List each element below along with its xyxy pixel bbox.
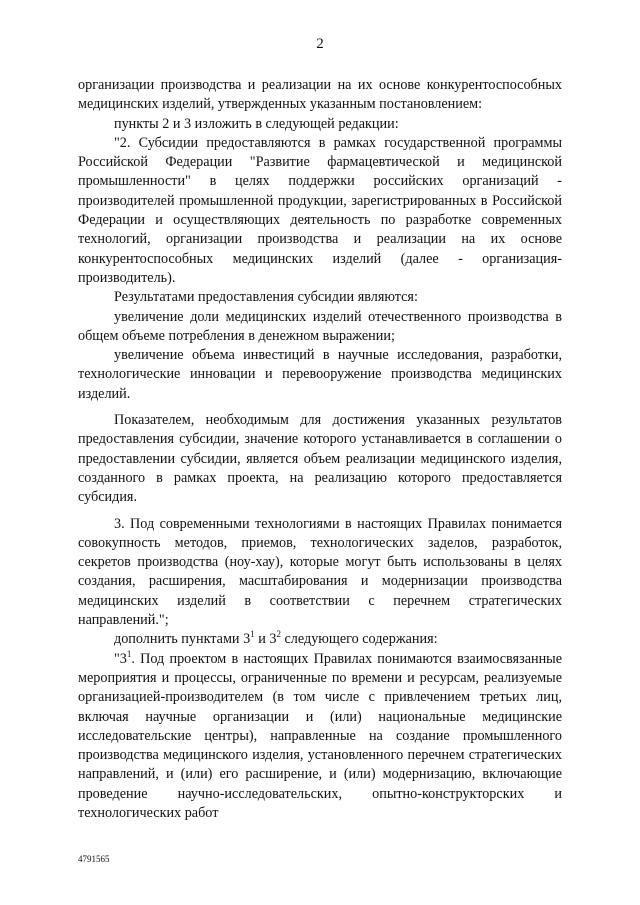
paragraph-items-2-3: пункты 2 и 3 изложить в следующей редакции: — [114, 115, 399, 132]
supplement-middle: и 3 — [254, 631, 277, 648]
supplement-suffix: следующего содержания: — [280, 631, 438, 648]
paragraph-intro: организации производства и реализации на их основе конкурентоспособных медицинских изделий, утвержденных указанным постановлением: — [78, 77, 562, 113]
paragraph-point-3-1 — [78, 650, 562, 824]
document-code: 4791565 — [78, 854, 110, 864]
paragraph-point-2: "2. Субсидии предоставляются в рамках государственной программы Российской Федерации "Развитие фармацевтической и медицинской промышленности" в целях поддержки российских организаций - производителей промышленной продукции, зарегистрированных в Российской Федерации и осуществляющих деятельность по разработке современных технологий, организации производства и реализации на их основе конкурентоспособных медицинских изделий (далее - организация-производитель). — [78, 134, 562, 286]
point31-prefix: "3 — [114, 650, 127, 667]
document-body — [78, 76, 562, 823]
paragraph-indicator: Показателем, необходимым для достижения указанных результатов предоставления субсидии, значение которого устанавливается в соглашении о предоставлении субсидии, является объем реализации медицинского изделия, созданного в рамках проекта, на реализацию которого предоставляется субсидия. — [78, 412, 562, 506]
page-number: 2 — [316, 36, 324, 52]
paragraph-results-heading: Результатами предоставления субсидии являются: — [114, 289, 418, 306]
paragraph-result-investment: увеличение объема инвестиций в научные исследования, разработки, технологические инновации и перевооружение производства медицинских изделий. — [78, 347, 562, 402]
supplement-prefix: дополнить пунктами 3 — [114, 631, 251, 648]
supplement-sup-2: 2 — [276, 629, 281, 640]
paragraph-result-share: увеличение доли медицинских изделий отечественного производства в общем объеме потребления в денежном выражении; — [78, 308, 562, 344]
paragraph-point-3: 3. Под современными технологиями в настоящих Правилах понимается совокупность методов, приемов, технологических заделов, разработок, секретов производства (ноу-хау), которые могут быть использованы в целях создания, расширения, масштабирования и модернизации производства медицинских изделий в соответствии с перечнем стратегических направлений."; — [78, 515, 562, 629]
point31-text: . Под проектом в настоящих Правилах понимаются взаимосвязанные мероприятия и процессы, ограниченные по времени и ресурсам, реализуемые организацией-производителем (в том числе с привлечением третьих лиц, включая научные организации и (или) национальные медицинские исследовательские центры), направленные на создание промышленного производства медицинского изделия, установленного перечнем стратегических направлений, и (или) его расширение, и (или) модернизацию, включающие проведение научно-исследовательских, опытно-конструкторских и технологических работ — [78, 650, 562, 821]
supplement-sup-1: 1 — [250, 629, 255, 640]
point31-sup: 1 — [126, 648, 132, 659]
paragraph-supplement — [78, 630, 562, 649]
